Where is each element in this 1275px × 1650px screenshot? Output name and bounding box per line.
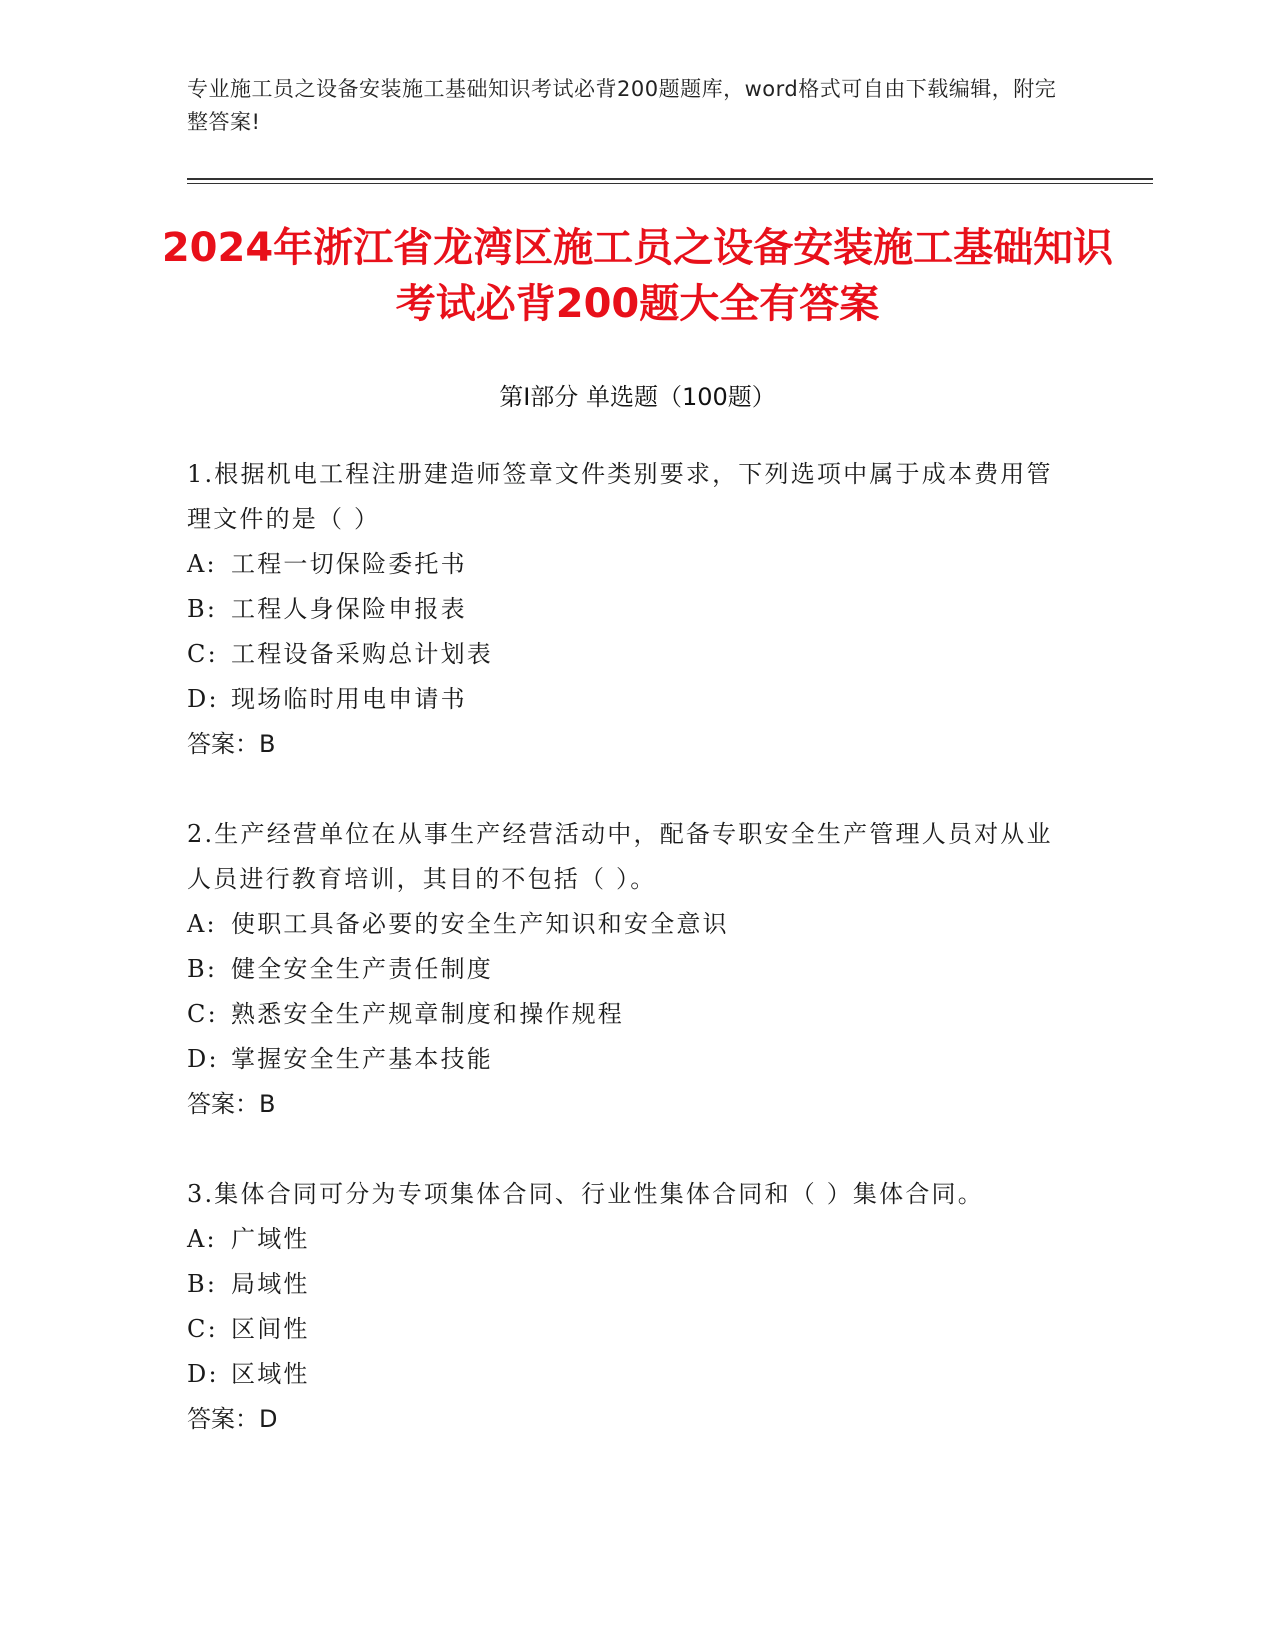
section-title: 第I部分 单选题（100题） (499, 383, 776, 411)
option-key: B: (187, 1270, 218, 1298)
option-key: B: (187, 955, 218, 983)
option-key: C: (187, 640, 218, 668)
answer-line: 答案：B (187, 1090, 276, 1118)
option-text: 工程设备采购总计划表 (231, 640, 493, 668)
option-text: 区域性 (231, 1360, 310, 1388)
option-text: 使职工具备必要的安全生产知识和安全意识 (231, 910, 729, 938)
header-divider-thin (187, 183, 1153, 184)
option-text: 广域性 (231, 1225, 310, 1253)
option-c (187, 632, 1077, 677)
header-note: 专业施工员之设备安装施工基础知识考试必背200题题库，word格式可自由下载编辑，附完整答案! (187, 77, 1057, 134)
option-c (187, 1307, 1077, 1352)
option-key: A: (187, 910, 217, 938)
option-d (187, 1352, 1077, 1397)
option-c (187, 992, 1077, 1037)
question-stem: 1.根据机电工程注册建造师签章文件类别要求，下列选项中属于成本费用管理文件的是（ ） (187, 460, 1053, 533)
answer-line: 答案：D (187, 1405, 278, 1433)
option-key: C: (187, 1315, 218, 1343)
option-text: 熟悉安全生产规章制度和操作规程 (231, 1000, 624, 1028)
option-text: 工程一切保险委托书 (231, 550, 467, 578)
document-title: 2024年浙江省龙湾区施工员之设备安装施工基础知识考试必背200题大全有答案 (161, 225, 1114, 327)
question-stem: 2.生产经营单位在从事生产经营活动中，配备专职安全生产管理人员对从业人员进行教育培训，其目的不包括（ ）。 (187, 820, 1053, 893)
question-2 (187, 812, 1077, 1127)
option-text: 区间性 (231, 1315, 310, 1343)
option-b (187, 1262, 1077, 1307)
option-b (187, 587, 1077, 632)
option-d (187, 1037, 1077, 1082)
option-key: D: (187, 1045, 219, 1073)
option-b (187, 947, 1077, 992)
option-a (187, 902, 1077, 947)
option-key: B: (187, 595, 218, 623)
option-key: C: (187, 1000, 218, 1028)
option-key: D: (187, 685, 219, 713)
option-key: A: (187, 550, 217, 578)
option-text: 掌握安全生产基本技能 (231, 1045, 493, 1073)
answer-line: 答案：B (187, 730, 276, 758)
option-text: 工程人身保险申报表 (231, 595, 467, 623)
option-a (187, 1217, 1077, 1262)
option-text: 现场临时用电申请书 (231, 685, 467, 713)
option-text: 局域性 (231, 1270, 310, 1298)
option-a (187, 542, 1077, 587)
option-text: 健全安全生产责任制度 (231, 955, 493, 983)
question-1 (187, 452, 1077, 767)
header-divider-thick (187, 178, 1153, 180)
question-stem: 3.集体合同可分为专项集体合同、行业性集体合同和（ ）集体合同。 (187, 1180, 984, 1208)
option-d (187, 677, 1077, 722)
question-3 (187, 1172, 1077, 1442)
option-key: A: (187, 1225, 217, 1253)
option-key: D: (187, 1360, 219, 1388)
